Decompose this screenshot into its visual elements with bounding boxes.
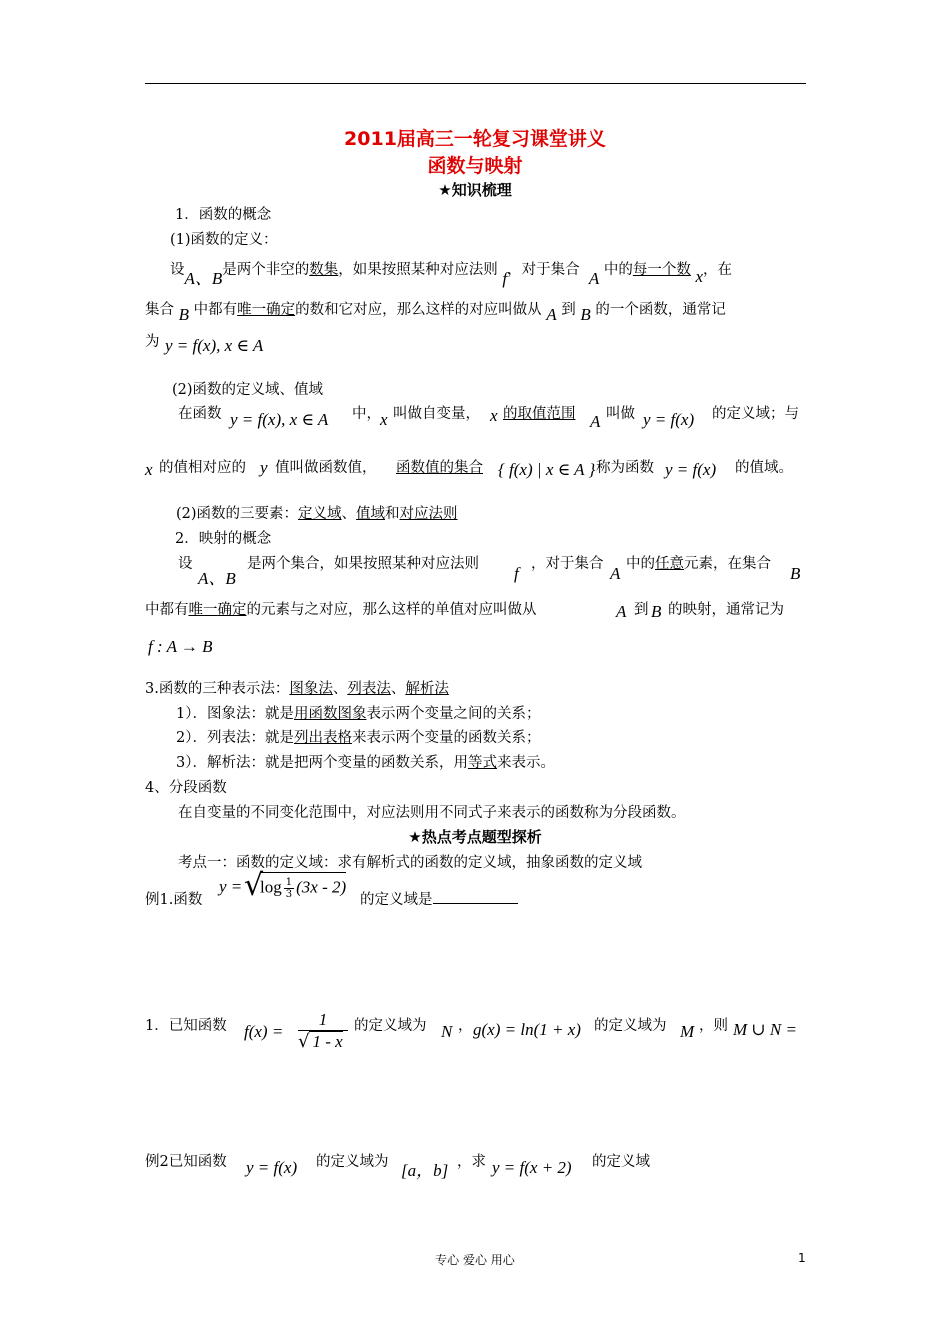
- heading-mapping: 2．映射的概念: [175, 531, 272, 547]
- definition-line-3: 为: [145, 334, 160, 350]
- exercise-1: 1．已知函数: [145, 1018, 227, 1034]
- log-base: $\frac{1}{3}$: [285, 877, 293, 900]
- underlined-term: 函数值的集合: [396, 460, 483, 476]
- formula-mapping: f : A → B: [148, 637, 213, 656]
- domain-line-1: 在函数: [178, 406, 222, 422]
- math-AB: A、B: [184, 269, 223, 288]
- math-x: x: [695, 267, 703, 286]
- representation-heading: 3.函数的三种表示法：图象法、列表法、解析法: [145, 681, 449, 697]
- heading-piecewise: 4、分段函数: [145, 780, 227, 796]
- math-A: A: [588, 269, 600, 288]
- list-item: 3）．解析法：就是把两个变量的函数关系，用等式来表示。: [176, 755, 555, 771]
- header-rule: [145, 83, 806, 84]
- sqrt-sign: √: [244, 868, 264, 903]
- underlined-term: 数集: [309, 262, 339, 278]
- underlined-term: 唯一确定: [237, 302, 296, 318]
- heading-function-concept: 1．函数的概念: [175, 207, 272, 223]
- page-title: 2011届高三一轮复习课堂讲义: [344, 128, 606, 150]
- page-number: 1: [798, 1251, 806, 1265]
- page-subtitle: 函数与映射: [427, 155, 523, 177]
- list-item: 2）．列表法：就是列出表格来表示两个变量的函数关系；: [176, 730, 541, 746]
- formula-function: y = f(x), x ∈ A: [165, 336, 264, 355]
- underlined-term: 的取值范围: [503, 406, 576, 422]
- formula-domain: y = f(x), x ∈ A: [230, 410, 329, 429]
- heading-function-definition: (1)函数的定义：: [170, 232, 278, 248]
- three-elements-line: (2)函数的三要素：定义域、值域和对应法则: [176, 506, 458, 522]
- topic-one: 考点一：函数的定义域：求有解析式的函数的定义域，抽象函数的定义域: [178, 855, 642, 871]
- example-2: 例2已知函数: [145, 1154, 227, 1170]
- underlined-term: 每一个数: [632, 262, 691, 278]
- sqrt-radicand: log $\frac{1}{3}$ (3x - 2): [260, 872, 346, 900]
- example-1: 例1.函数: [145, 892, 203, 908]
- math-f: f: [502, 269, 508, 288]
- section-heading-hotspots: ★热点考点题型探析: [408, 828, 542, 846]
- answer-blank[interactable]: [433, 888, 518, 904]
- formula-range-set: { f(x) | x ∈ A }: [498, 460, 596, 479]
- heading-domain-range: (2)函数的定义域、值域: [172, 382, 324, 398]
- section-heading-knowledge: ★知识梳理: [438, 181, 512, 199]
- definition-line-2: 集合 B 中都有唯一确定的数和它对应，那么这样的对应叫做从 A 到 B 的一个函数，通常记: [145, 302, 726, 324]
- list-item: 1）．图象法：就是用函数图象表示两个变量之间的关系；: [176, 706, 541, 722]
- footer-motto: 专心 爱心 用心: [435, 1253, 515, 1267]
- fraction-one-over-sqrt: 1 √ 1 - x: [298, 1010, 348, 1052]
- definition-line-1: 设A、B是两个非空的数集，如果按照某种对应法则 f，对于集合 A 中的每一个数 x，在: [170, 262, 732, 288]
- piecewise-definition: 在自变量的不同变化范围中，对应法则用不同式子来表示的函数称为分段函数。: [178, 805, 686, 821]
